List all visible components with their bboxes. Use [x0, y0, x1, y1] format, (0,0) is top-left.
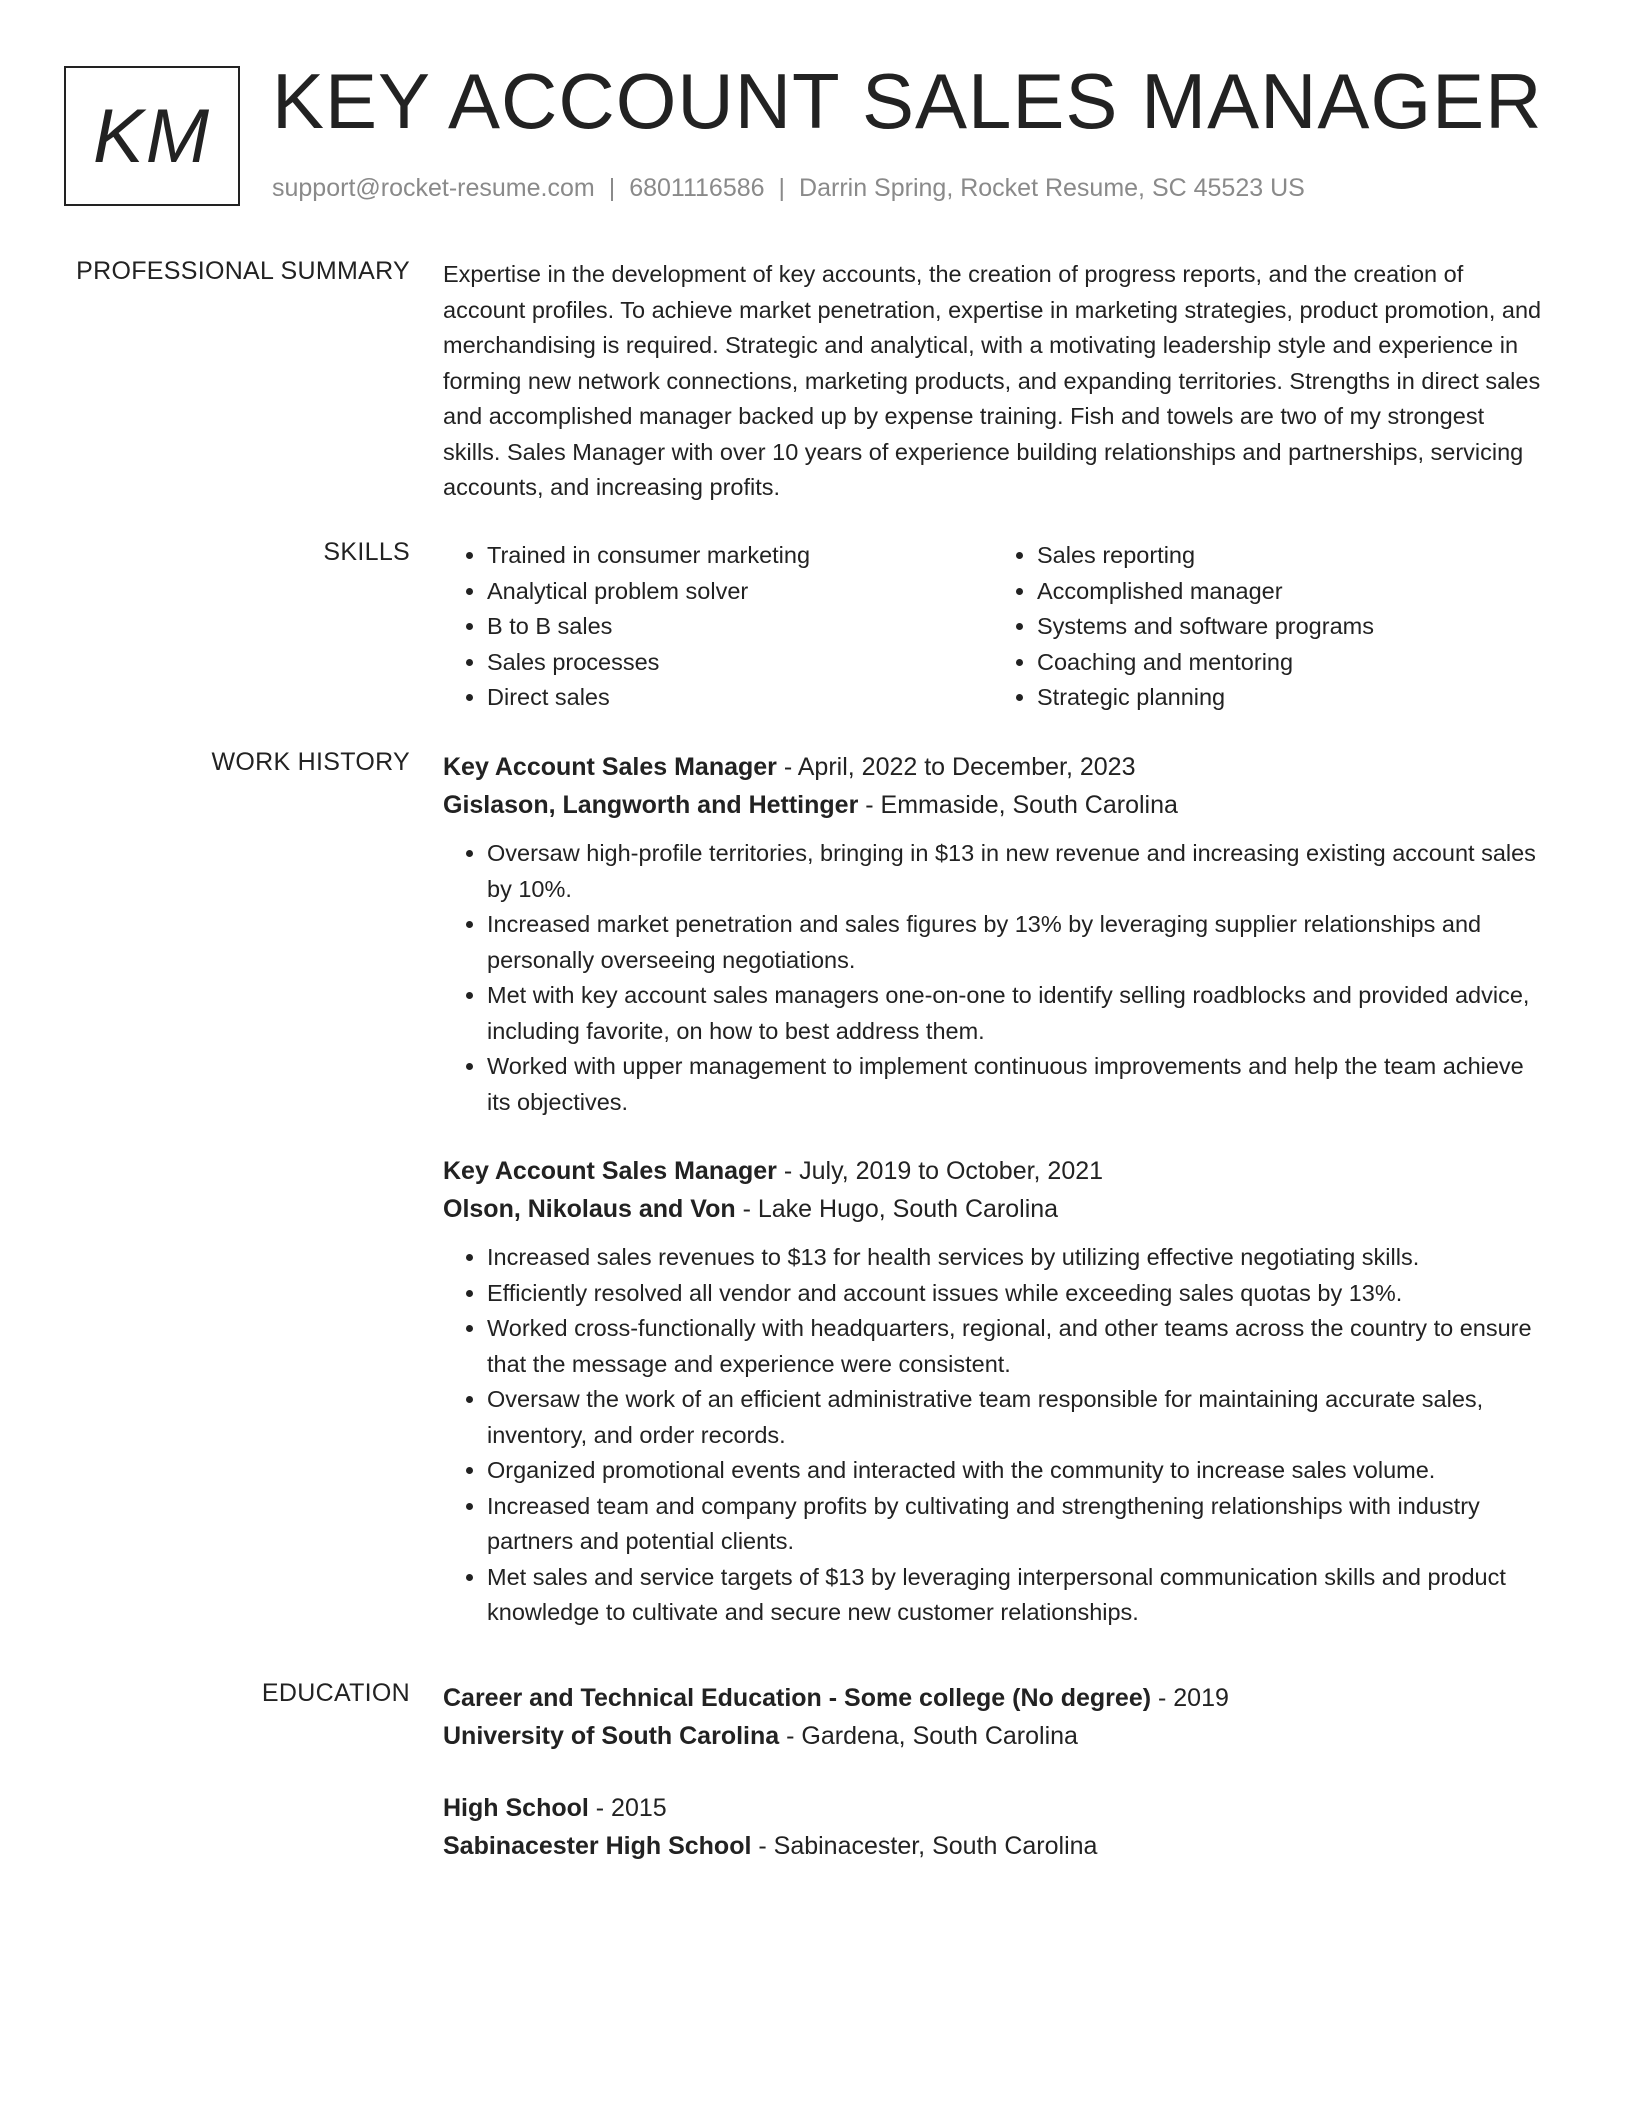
skill-item: • Strategic planning: [1037, 680, 1543, 716]
job-bullets: [443, 1240, 1543, 1631]
job-bullet: • Worked with upper management to implement continuous improvements and help the team achieve its objectives.: [487, 1049, 1543, 1120]
job-location: - Lake Hugo, South Carolina: [735, 1195, 1059, 1223]
skill-item: • Coaching and mentoring: [1037, 645, 1543, 681]
work-body: [443, 748, 1543, 1631]
skills-list-left: [443, 538, 993, 716]
job-bullet: • Increased team and company profits by cultivating and strengthening relationships with industry partners and potential clients.: [487, 1489, 1543, 1560]
job-company-line: [443, 1190, 1543, 1228]
job-dates: - July, 2019 to October, 2021: [776, 1157, 1104, 1185]
summary-heading: PROFESSIONAL SUMMARY: [76, 257, 410, 285]
contact-separator: |: [608, 174, 616, 202]
job-role: Key Account Sales Manager: [443, 1157, 777, 1185]
education-school-line: [443, 1827, 1543, 1865]
job-bullet: • Met sales and service targets of $13 by leveraging interpersonal communication skills and product knowledge to cultivate and secure new customer relationships.: [487, 1560, 1543, 1631]
skills-list-right: [993, 538, 1543, 716]
skill-item: • Trained in consumer marketing: [487, 538, 993, 574]
skills-heading: SKILLS: [323, 538, 410, 566]
contact-address: Darrin Spring, Rocket Resume, SC 45523 US: [799, 174, 1305, 202]
summary-text: Expertise in the development of key accounts, the creation of progress reports, and the creation of account profiles. To achieve market penetration, expertise in marketing strategies, product promotion, and merchandising is required. Strategic and analytical, with a motivating leadership style and experience in forming new network connections, marketing products, and expanding territories. Strengths in direct sales and accomplished manager backed up by expense training. Fish and towels are two of my strongest skills. Sales Manager with over 10 years of experience building relationships and partnerships, servicing accounts, and increasing profits.: [443, 261, 1542, 500]
job-bullet: • Increased sales revenues to $13 for health services by utilizing effective negotiating skills.: [487, 1240, 1543, 1276]
job-entry: [443, 1152, 1543, 1631]
job-location: - Emmaside, South Carolina: [858, 791, 1178, 819]
education-degree: Career and Technical Education - Some college (No degree): [443, 1684, 1152, 1712]
job-bullet: • Organized promotional events and interacted with the community to increase sales volume.: [487, 1453, 1543, 1489]
education-entry: [443, 1679, 1543, 1755]
contact-separator: |: [778, 174, 786, 202]
job-role-line: [443, 1152, 1543, 1190]
summary-body: [443, 257, 1543, 506]
job-company: Gislason, Langworth and Hettinger: [443, 791, 859, 819]
job-dates: - April, 2022 to December, 2023: [776, 753, 1136, 781]
job-bullet: • Oversaw high-profile territories, bringing in $13 in new revenue and increasing existing account sales by 10%.: [487, 836, 1543, 907]
skill-item: • Direct sales: [487, 680, 993, 716]
education-location: - Sabinacester, South Carolina: [751, 1832, 1098, 1860]
resume-title: KEY ACCOUNT SALES MANAGER: [272, 57, 1543, 145]
job-entry: [443, 748, 1543, 1120]
job-role-line: [443, 748, 1543, 786]
skill-item: • B to B sales: [487, 609, 993, 645]
education-school-line: [443, 1717, 1543, 1755]
job-bullets: [443, 836, 1543, 1120]
skill-item: • Sales reporting: [1037, 538, 1543, 574]
skill-item: • Sales processes: [487, 645, 993, 681]
job-company-line: [443, 786, 1543, 824]
education-school: University of South Carolina: [443, 1722, 780, 1750]
job-bullet: • Met with key account sales managers one-on-one to identify selling roadblocks and provided advice, including favorite, on how to best address them.: [487, 978, 1543, 1049]
education-entry: [443, 1789, 1543, 1865]
contact-line: [272, 174, 1305, 203]
job-bullet: • Efficiently resolved all vendor and account issues while exceeding sales quotas by 13%.: [487, 1276, 1543, 1312]
contact-email: support@rocket-resume.com: [272, 174, 595, 202]
education-year: - 2015: [588, 1794, 667, 1822]
education-location: - Gardena, South Carolina: [779, 1722, 1078, 1750]
education-heading: EDUCATION: [261, 1679, 410, 1707]
job-bullet: • Worked cross-functionally with headquarters, regional, and other teams across the country to ensure that the message and experience were consistent.: [487, 1311, 1543, 1382]
skill-item: • Systems and software programs: [1037, 609, 1543, 645]
education-school: Sabinacester High School: [443, 1832, 752, 1860]
education-degree: High School: [443, 1794, 589, 1822]
initials-monogram: KM: [64, 66, 240, 206]
education-body: [443, 1679, 1543, 1865]
skill-item: • Analytical problem solver: [487, 574, 993, 610]
job-bullet: • Oversaw the work of an efficient administrative team responsible for maintaining accurate sales, inventory, and order records.: [487, 1382, 1543, 1453]
job-company: Olson, Nikolaus and Von: [443, 1195, 736, 1223]
skill-item: • Accomplished manager: [1037, 574, 1543, 610]
job-bullet: • Increased market penetration and sales figures by 13% by leveraging supplier relationships and personally overseeing negotiations.: [487, 907, 1543, 978]
skills-body: [443, 538, 1543, 716]
education-year: - 2019: [1151, 1684, 1229, 1712]
contact-phone: 6801116586: [629, 174, 765, 202]
education-degree-line: [443, 1789, 1543, 1827]
education-degree-line: [443, 1679, 1543, 1717]
job-role: Key Account Sales Manager: [443, 753, 777, 781]
work-heading: WORK HISTORY: [211, 748, 410, 776]
